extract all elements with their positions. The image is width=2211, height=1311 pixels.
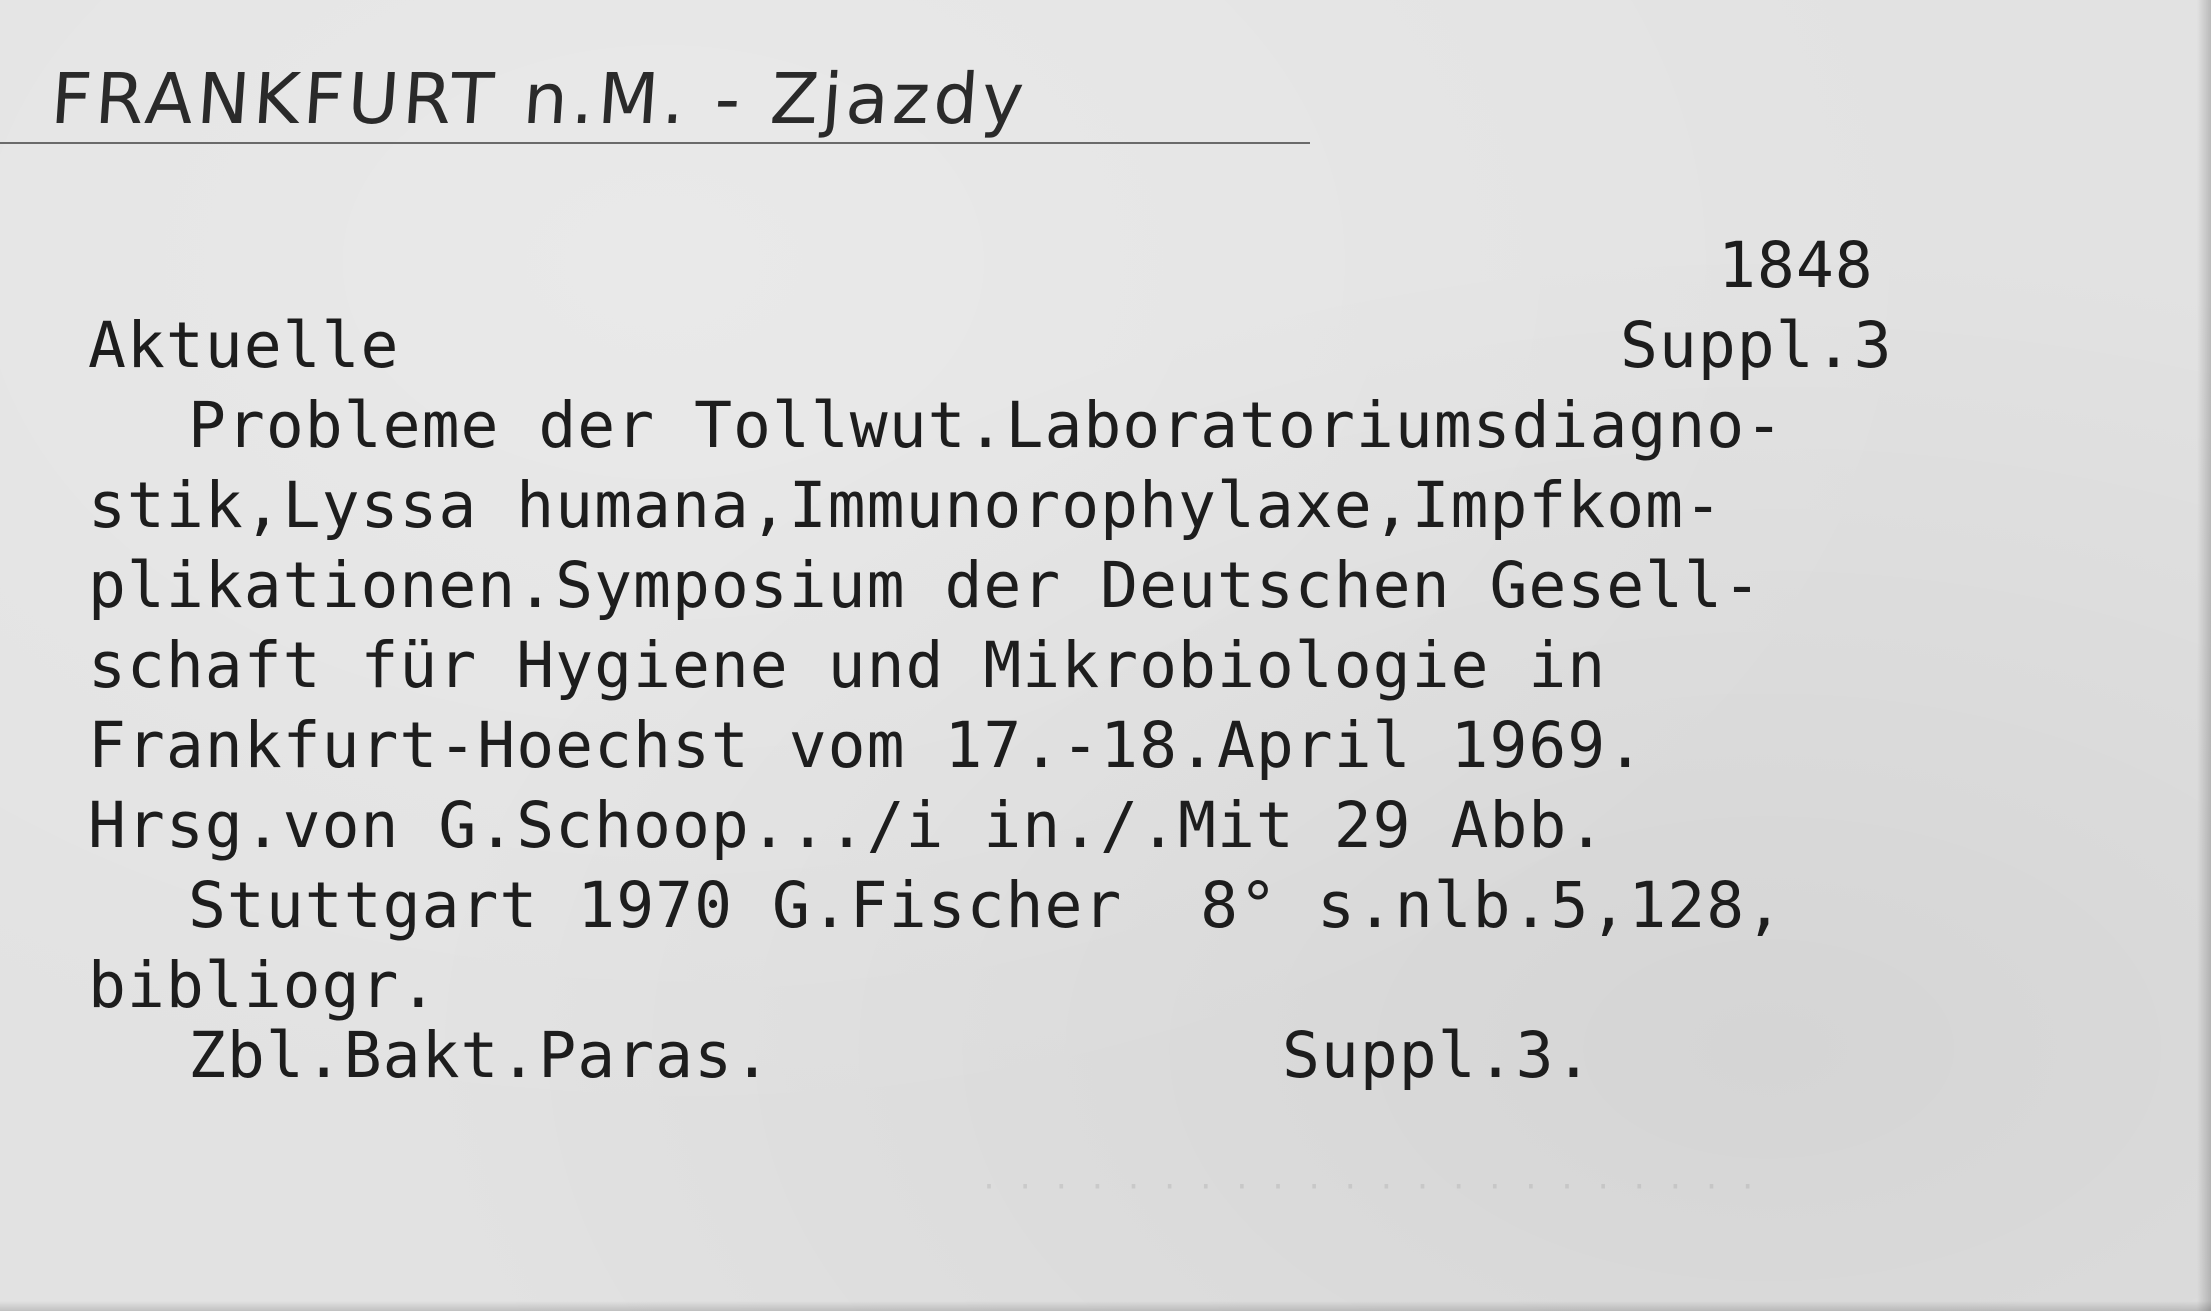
series-supplement: Suppl.3. [1282, 1019, 1594, 1092]
body-line-1: Probleme der Tollwut.Laboratoriumsdiagno- [188, 389, 1785, 462]
imprint-line: Stuttgart 1970 G.Fischer 8° s.nlb.5,128, [188, 869, 1785, 942]
body-line-2: stik,Lyssa humana,Immunorophylaxe,Impfkom- [88, 469, 1724, 542]
body-line-4: schaft für Hygiene und Mikrobiologie in [88, 629, 1607, 702]
body-line-5: Frankfurt-Hoechst vom 17.-18.April 1969. [88, 709, 1646, 782]
supplement-number: Suppl.3 [1620, 309, 1893, 382]
call-number: 1848 [1718, 229, 1874, 302]
bibliography-note: bibliogr. [88, 949, 439, 1022]
body-line-3: plikationen.Symposium der Deutschen Gesell- [88, 549, 1762, 622]
card-bottom-shadow [0, 1301, 2211, 1311]
series-title: Zbl.Bakt.Paras. [188, 1019, 772, 1092]
body-line-6: Hrsg.von G.Schoop.../i in./.Mit 29 Abb. [88, 789, 1607, 862]
bleed-through-marks: · · · · · · · · · · · · · · · · · · · · · · [980, 1170, 1757, 1205]
handwritten-heading: FRANKFURT n.M. - Zjazdy [48, 58, 1031, 140]
title-first-word: Aktuelle [88, 309, 400, 382]
card-edge-shadow [2197, 0, 2211, 1311]
